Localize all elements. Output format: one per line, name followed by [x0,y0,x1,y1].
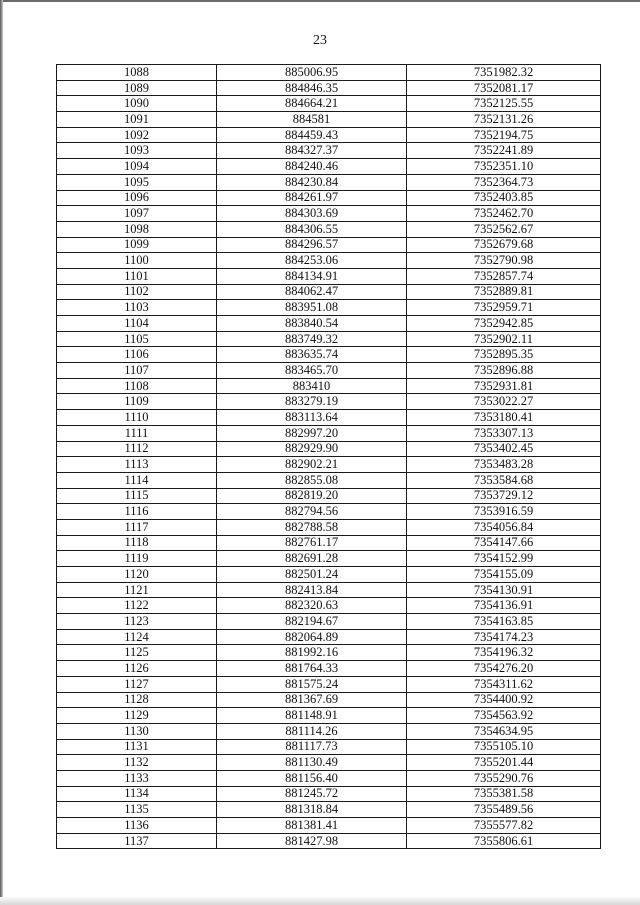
table-row [57,190,601,206]
y-coordinate-cell: 7352403.85 [407,190,601,206]
y-coordinate-cell: 7352679.68 [407,237,601,253]
y-coordinate-cell: 7353483.28 [407,457,601,473]
table-row [57,818,601,834]
point-number-cell: 1094 [57,159,217,175]
x-coordinate-cell: 882929.90 [217,441,407,457]
x-coordinate-cell: 883279.19 [217,394,407,410]
x-coordinate-cell: 884261.97 [217,190,407,206]
y-coordinate-cell: 7352364.73 [407,174,601,190]
table-row [57,394,601,410]
y-coordinate-cell: 7354311.62 [407,676,601,692]
point-number-cell: 1092 [57,127,217,143]
table-row [57,739,601,755]
point-number-cell: 1093 [57,143,217,159]
x-coordinate-cell: 882194.67 [217,614,407,630]
y-coordinate-cell: 7355290.76 [407,770,601,786]
x-coordinate-cell: 882761.17 [217,535,407,551]
y-coordinate-cell: 7352790.98 [407,253,601,269]
point-number-cell: 1097 [57,206,217,222]
table-row [57,253,601,269]
y-coordinate-cell: 7352896.88 [407,363,601,379]
table-row [57,535,601,551]
x-coordinate-cell: 882691.28 [217,551,407,567]
y-coordinate-cell: 7354563.92 [407,708,601,724]
x-coordinate-cell: 885006.95 [217,65,407,81]
x-coordinate-cell: 884230.84 [217,174,407,190]
x-coordinate-cell: 883410 [217,378,407,394]
point-number-cell: 1090 [57,96,217,112]
table-row [57,723,601,739]
point-number-cell: 1109 [57,394,217,410]
x-coordinate-cell: 884253.06 [217,253,407,269]
y-coordinate-cell: 7354136.91 [407,598,601,614]
y-coordinate-cell: 7352241.89 [407,143,601,159]
point-number-cell: 1101 [57,268,217,284]
y-coordinate-cell: 7352462.70 [407,206,601,222]
scan-edge-bottom [0,897,640,905]
x-coordinate-cell: 884240.46 [217,159,407,175]
point-number-cell: 1135 [57,802,217,818]
point-number-cell: 1102 [57,284,217,300]
table-row [57,96,601,112]
point-number-cell: 1110 [57,410,217,426]
point-number-cell: 1089 [57,80,217,96]
table-row [57,645,601,661]
point-number-cell: 1123 [57,614,217,630]
y-coordinate-cell: 7352889.81 [407,284,601,300]
table-row [57,221,601,237]
table-row [57,755,601,771]
point-number-cell: 1096 [57,190,217,206]
point-number-cell: 1099 [57,237,217,253]
x-coordinate-cell: 881367.69 [217,692,407,708]
point-number-cell: 1130 [57,723,217,739]
x-coordinate-cell: 884296.57 [217,237,407,253]
table-row [57,268,601,284]
table-row [57,567,601,583]
x-coordinate-cell: 881427.98 [217,833,407,849]
table-row [57,237,601,253]
x-coordinate-cell: 881575.24 [217,676,407,692]
y-coordinate-cell: 7354130.91 [407,582,601,598]
x-coordinate-cell: 883951.08 [217,300,407,316]
y-coordinate-cell: 7354196.32 [407,645,601,661]
y-coordinate-cell: 7354163.85 [407,614,601,630]
table-row [57,598,601,614]
y-coordinate-cell: 7353729.12 [407,488,601,504]
table-row [57,551,601,567]
y-coordinate-cell: 7354174.23 [407,629,601,645]
point-number-cell: 1116 [57,504,217,520]
table-row [57,112,601,128]
y-coordinate-cell: 7352125.55 [407,96,601,112]
y-coordinate-cell: 7352351.10 [407,159,601,175]
point-number-cell: 1103 [57,300,217,316]
x-coordinate-cell: 884459.43 [217,127,407,143]
point-number-cell: 1124 [57,629,217,645]
table-row [57,425,601,441]
point-number-cell: 1115 [57,488,217,504]
x-coordinate-cell: 881117.73 [217,739,407,755]
x-coordinate-cell: 882855.08 [217,472,407,488]
point-number-cell: 1119 [57,551,217,567]
y-coordinate-cell: 7354155.09 [407,567,601,583]
table-row [57,363,601,379]
y-coordinate-cell: 7354152.99 [407,551,601,567]
x-coordinate-cell: 883749.32 [217,331,407,347]
table-row [57,174,601,190]
x-coordinate-cell: 882064.89 [217,629,407,645]
point-number-cell: 1122 [57,598,217,614]
y-coordinate-cell: 7353402.45 [407,441,601,457]
y-coordinate-cell: 7352931.81 [407,378,601,394]
table-row [57,770,601,786]
point-number-cell: 1098 [57,221,217,237]
y-coordinate-cell: 7353307.13 [407,425,601,441]
y-coordinate-cell: 7352857.74 [407,268,601,284]
y-coordinate-cell: 7354056.84 [407,519,601,535]
y-coordinate-cell: 7353584.68 [407,472,601,488]
y-coordinate-cell: 7355381.58 [407,786,601,802]
x-coordinate-cell: 881114.26 [217,723,407,739]
table-row [57,692,601,708]
y-coordinate-cell: 7352942.85 [407,316,601,332]
y-coordinate-cell: 7353022.27 [407,394,601,410]
x-coordinate-cell: 881148.91 [217,708,407,724]
table-row [57,80,601,96]
point-number-cell: 1131 [57,739,217,755]
point-number-cell: 1132 [57,755,217,771]
scan-edge-left [0,0,3,905]
y-coordinate-cell: 7352562.67 [407,221,601,237]
point-number-cell: 1106 [57,347,217,363]
point-number-cell: 1128 [57,692,217,708]
y-coordinate-cell: 7355806.61 [407,833,601,849]
x-coordinate-cell: 882501.24 [217,567,407,583]
x-coordinate-cell: 884846.35 [217,80,407,96]
point-number-cell: 1100 [57,253,217,269]
point-number-cell: 1104 [57,316,217,332]
point-number-cell: 1134 [57,786,217,802]
table-row [57,378,601,394]
table-row [57,629,601,645]
table-row [57,284,601,300]
point-number-cell: 1113 [57,457,217,473]
table-row [57,504,601,520]
table-row [57,143,601,159]
y-coordinate-cell: 7353180.41 [407,410,601,426]
point-number-cell: 1111 [57,425,217,441]
x-coordinate-cell: 881992.16 [217,645,407,661]
x-coordinate-cell: 884327.37 [217,143,407,159]
x-coordinate-cell: 882794.56 [217,504,407,520]
point-number-cell: 1108 [57,378,217,394]
coordinates-table [56,64,601,849]
point-number-cell: 1121 [57,582,217,598]
table-row [57,300,601,316]
x-coordinate-cell: 881130.49 [217,755,407,771]
table-row [57,316,601,332]
table-row [57,582,601,598]
coordinates-table-body [57,65,601,849]
point-number-cell: 1137 [57,833,217,849]
y-coordinate-cell: 7353916.59 [407,504,601,520]
y-coordinate-cell: 7354634.95 [407,723,601,739]
table-row [57,786,601,802]
table-row [57,441,601,457]
table-row [57,614,601,630]
y-coordinate-cell: 7351982.32 [407,65,601,81]
x-coordinate-cell: 882413.84 [217,582,407,598]
point-number-cell: 1107 [57,363,217,379]
y-coordinate-cell: 7352131.26 [407,112,601,128]
page-number: 23 [313,33,327,48]
y-coordinate-cell: 7352895.35 [407,347,601,363]
table-row [57,347,601,363]
table-row [57,519,601,535]
x-coordinate-cell: 882788.58 [217,519,407,535]
x-coordinate-cell: 881318.84 [217,802,407,818]
table-row [57,708,601,724]
x-coordinate-cell: 883635.74 [217,347,407,363]
y-coordinate-cell: 7352902.11 [407,331,601,347]
table-row [57,676,601,692]
table-row [57,661,601,677]
x-coordinate-cell: 881245.72 [217,786,407,802]
y-coordinate-cell: 7355105.10 [407,739,601,755]
y-coordinate-cell: 7354147.66 [407,535,601,551]
x-coordinate-cell: 884664.21 [217,96,407,112]
y-coordinate-cell: 7352194.75 [407,127,601,143]
point-number-cell: 1114 [57,472,217,488]
x-coordinate-cell: 882997.20 [217,425,407,441]
x-coordinate-cell: 883840.54 [217,316,407,332]
table-row [57,127,601,143]
x-coordinate-cell: 884134.91 [217,268,407,284]
x-coordinate-cell: 884062.47 [217,284,407,300]
x-coordinate-cell: 884581 [217,112,407,128]
y-coordinate-cell: 7354276.20 [407,661,601,677]
y-coordinate-cell: 7355489.56 [407,802,601,818]
point-number-cell: 1118 [57,535,217,551]
y-coordinate-cell: 7355577.82 [407,818,601,834]
point-number-cell: 1112 [57,441,217,457]
x-coordinate-cell: 883465.70 [217,363,407,379]
x-coordinate-cell: 881764.33 [217,661,407,677]
point-number-cell: 1095 [57,174,217,190]
table-row [57,65,601,81]
x-coordinate-cell: 884306.55 [217,221,407,237]
point-number-cell: 1120 [57,567,217,583]
x-coordinate-cell: 882320.63 [217,598,407,614]
x-coordinate-cell: 881381.41 [217,818,407,834]
table-row [57,802,601,818]
table-row [57,457,601,473]
y-coordinate-cell: 7355201.44 [407,755,601,771]
point-number-cell: 1117 [57,519,217,535]
point-number-cell: 1129 [57,708,217,724]
table-row [57,159,601,175]
x-coordinate-cell: 882902.21 [217,457,407,473]
x-coordinate-cell: 882819.20 [217,488,407,504]
y-coordinate-cell: 7352081.17 [407,80,601,96]
point-number-cell: 1126 [57,661,217,677]
table-row [57,833,601,849]
scan-edge-top [0,0,640,2]
table-row [57,488,601,504]
table-row [57,331,601,347]
point-number-cell: 1088 [57,65,217,81]
point-number-cell: 1105 [57,331,217,347]
table-row [57,472,601,488]
y-coordinate-cell: 7352959.71 [407,300,601,316]
x-coordinate-cell: 884303.69 [217,206,407,222]
point-number-cell: 1125 [57,645,217,661]
table-row [57,410,601,426]
y-coordinate-cell: 7354400.92 [407,692,601,708]
point-number-cell: 1136 [57,818,217,834]
x-coordinate-cell: 881156.40 [217,770,407,786]
point-number-cell: 1133 [57,770,217,786]
point-number-cell: 1127 [57,676,217,692]
point-number-cell: 1091 [57,112,217,128]
x-coordinate-cell: 883113.64 [217,410,407,426]
table-row [57,206,601,222]
